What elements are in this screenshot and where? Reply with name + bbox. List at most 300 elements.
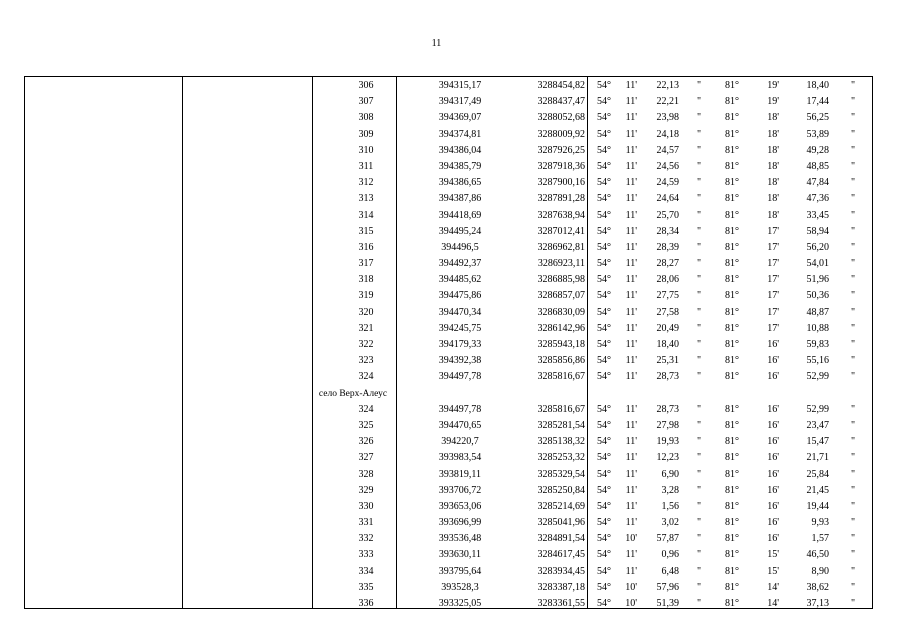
- cell-lon-s: 53,89: [806, 128, 829, 140]
- cell-lat-q: ": [697, 355, 702, 367]
- section-label: село Верх-Алеус: [318, 388, 388, 399]
- cell-lon-s: 21,71: [806, 452, 829, 464]
- cell-lon-q: ": [851, 371, 856, 383]
- table-row: [25, 515, 872, 531]
- cell-y: 3288437,47: [537, 96, 585, 108]
- cell-lat-d: 54°: [597, 209, 611, 221]
- cell-lat-d: 54°: [597, 581, 611, 593]
- cell-lon-m: 17': [767, 274, 779, 286]
- cell-lon-q: ": [851, 160, 856, 172]
- cell-lat-m: 11': [625, 322, 637, 334]
- cell-lat-q: ": [697, 549, 702, 561]
- cell-no: 317: [358, 258, 374, 270]
- cell-lon-q: ": [851, 436, 856, 448]
- cell-lat-d: 54°: [597, 403, 611, 415]
- cell-x: 394245,75: [438, 322, 482, 334]
- cell-lon-s: 10,88: [806, 322, 829, 334]
- cell-no: 312: [358, 177, 374, 189]
- cell-lon-m: 15': [767, 549, 779, 561]
- cell-lon-s: 38,62: [806, 581, 829, 593]
- cell-lon-s: 23,47: [806, 419, 829, 431]
- cell-lat-q: ": [697, 193, 702, 205]
- cell-no: 336: [358, 598, 374, 609]
- cell-lon-q: ": [851, 96, 856, 108]
- cell-lon-d: 81°: [725, 241, 739, 253]
- cell-lat-q: ": [697, 209, 702, 221]
- cell-lat-d: 54°: [597, 468, 611, 480]
- cell-lat-q: ": [697, 500, 702, 512]
- cell-lon-d: 81°: [725, 290, 739, 302]
- cell-y: 3286885,98: [537, 274, 585, 286]
- cell-x: 394418,69: [438, 209, 482, 221]
- cell-x: 394470,34: [438, 306, 482, 318]
- cell-lon-m: 18': [767, 128, 779, 140]
- cell-lon-d: 81°: [725, 452, 739, 464]
- table-row: [25, 337, 872, 353]
- cell-lat-s: 28,39: [656, 241, 679, 253]
- table-body: [25, 78, 872, 612]
- cell-lat-d: 54°: [597, 355, 611, 367]
- cell-lat-d: 54°: [597, 533, 611, 545]
- cell-lon-s: 19,44: [806, 500, 829, 512]
- cell-lon-d: 81°: [725, 306, 739, 318]
- cell-x: 393630,11: [438, 549, 482, 561]
- cell-no: 309: [358, 128, 374, 140]
- cell-lon-m: 18': [767, 112, 779, 124]
- cell-lat-d: 54°: [597, 517, 611, 529]
- table-row: [25, 110, 872, 126]
- cell-lon-m: 18': [767, 177, 779, 189]
- cell-lon-q: ": [851, 193, 856, 205]
- table-row: [25, 580, 872, 596]
- cell-lat-q: ": [697, 371, 702, 383]
- cell-lat-m: 10': [625, 598, 637, 609]
- cell-y: 3287638,94: [537, 209, 585, 221]
- cell-lon-m: 15': [767, 565, 779, 577]
- cell-lon-m: 17': [767, 258, 779, 270]
- cell-no: 330: [358, 500, 374, 512]
- cell-lat-m: 11': [625, 565, 637, 577]
- cell-x: 394470,65: [438, 419, 482, 431]
- cell-lat-q: ": [697, 112, 702, 124]
- cell-lat-q: ": [697, 160, 702, 172]
- cell-y: 3285138,32: [537, 436, 585, 448]
- cell-lat-q: ": [697, 96, 702, 108]
- cell-y: 3285253,32: [537, 452, 585, 464]
- cell-lat-d: 54°: [597, 177, 611, 189]
- cell-lat-m: 11': [625, 517, 637, 529]
- cell-lat-q: ": [697, 128, 702, 140]
- cell-x: 394496,5: [441, 241, 479, 253]
- cell-no: 325: [358, 419, 374, 431]
- cell-lon-s: 9,93: [811, 517, 829, 529]
- cell-lon-d: 81°: [725, 177, 739, 189]
- cell-no: 307: [358, 96, 374, 108]
- cell-lon-s: 51,96: [806, 274, 829, 286]
- cell-no: 324: [358, 371, 374, 383]
- cell-lon-s: 52,99: [806, 371, 829, 383]
- cell-lon-d: 81°: [725, 598, 739, 609]
- cell-lat-q: ": [697, 581, 702, 593]
- cell-lon-d: 81°: [725, 581, 739, 593]
- cell-lon-q: ": [851, 144, 856, 156]
- cell-lat-s: 18,40: [656, 339, 679, 350]
- cell-lat-d: 54°: [597, 371, 611, 383]
- cell-no: 314: [358, 209, 374, 221]
- cell-lon-m: 17': [767, 306, 779, 318]
- cell-no: 326: [358, 436, 374, 448]
- cell-lat-s: 12,23: [656, 452, 679, 464]
- cell-x: 394485,62: [438, 274, 482, 286]
- cell-lon-q: ": [851, 419, 856, 431]
- cell-y: 3287900,16: [537, 177, 585, 189]
- cell-y: 3285816,67: [537, 371, 585, 383]
- cell-x: 393983,54: [438, 452, 482, 464]
- cell-y: 3285329,54: [537, 468, 585, 480]
- cell-lon-d: 81°: [725, 96, 739, 108]
- cell-lat-d: 54°: [597, 598, 611, 609]
- cell-lat-m: 11': [625, 468, 637, 480]
- cell-lat-m: 11': [625, 112, 637, 124]
- table-row: [25, 305, 872, 321]
- cell-no: 333: [358, 549, 374, 561]
- cell-lat-s: 57,87: [656, 533, 679, 545]
- cell-lat-m: 11': [625, 484, 637, 496]
- cell-lat-s: 6,48: [661, 565, 679, 577]
- table-row: [25, 547, 872, 563]
- cell-lon-s: 33,45: [806, 209, 829, 221]
- cell-lat-d: 54°: [597, 306, 611, 318]
- cell-lon-s: 18,40: [806, 80, 829, 91]
- cell-x: 394386,04: [438, 144, 482, 156]
- cell-lat-d: 54°: [597, 241, 611, 253]
- cell-lon-m: 17': [767, 225, 779, 237]
- cell-lat-q: ": [697, 565, 702, 577]
- cell-lon-q: ": [851, 274, 856, 286]
- cell-lat-m: 11': [625, 241, 637, 253]
- table-row: [25, 78, 872, 94]
- cell-lat-s: 24,57: [656, 144, 679, 156]
- table-row: [25, 369, 872, 385]
- cell-lon-s: 54,01: [806, 258, 829, 270]
- cell-lon-s: 37,13: [806, 598, 829, 609]
- cell-lon-m: 16': [767, 371, 779, 383]
- cell-no: 310: [358, 144, 374, 156]
- table-row: [25, 288, 872, 304]
- cell-x: 394374,81: [438, 128, 482, 140]
- cell-lat-d: 54°: [597, 436, 611, 448]
- cell-lat-m: 10': [625, 581, 637, 593]
- cell-x: 394369,07: [438, 112, 482, 124]
- cell-lat-s: 1,56: [661, 500, 679, 512]
- cell-lon-q: ": [851, 128, 856, 140]
- cell-lat-d: 54°: [597, 112, 611, 124]
- cell-lon-d: 81°: [725, 468, 739, 480]
- table-row: [25, 240, 872, 256]
- cell-x: 393819,11: [438, 468, 482, 480]
- cell-x: 393325,05: [438, 598, 482, 609]
- cell-lon-d: 81°: [725, 339, 739, 350]
- cell-lon-s: 15,47: [806, 436, 829, 448]
- cell-lon-s: 55,16: [806, 355, 829, 367]
- cell-y: 3284891,54: [537, 533, 585, 545]
- table-row: [25, 224, 872, 240]
- cell-y: 3285856,86: [537, 355, 585, 367]
- cell-lon-m: 16': [767, 533, 779, 545]
- cell-lat-d: 54°: [597, 193, 611, 205]
- cell-lon-s: 48,87: [806, 306, 829, 318]
- cell-no: 329: [358, 484, 374, 496]
- cell-lon-q: ": [851, 80, 856, 91]
- cell-lon-d: 81°: [725, 112, 739, 124]
- table-row: [25, 483, 872, 499]
- cell-lat-q: ": [697, 533, 702, 545]
- cell-x: 394220,7: [441, 436, 479, 448]
- cell-lat-d: 54°: [597, 500, 611, 512]
- cell-lat-q: ": [697, 452, 702, 464]
- cell-lat-m: 11': [625, 549, 637, 561]
- cell-no: 323: [358, 355, 374, 367]
- cell-lat-s: 20,49: [656, 322, 679, 334]
- cell-lon-s: 47,84: [806, 177, 829, 189]
- cell-lat-s: 27,98: [656, 419, 679, 431]
- cell-x: 394386,65: [438, 177, 482, 189]
- cell-lat-m: 11': [625, 355, 637, 367]
- cell-lon-d: 81°: [725, 322, 739, 334]
- cell-x: 394179,33: [438, 339, 482, 350]
- cell-no: 313: [358, 193, 374, 205]
- cell-lon-d: 81°: [725, 436, 739, 448]
- cell-lat-d: 54°: [597, 339, 611, 350]
- cell-lat-m: 11': [625, 339, 637, 350]
- cell-x: 394495,24: [438, 225, 482, 237]
- section-row: [25, 386, 872, 402]
- cell-y: 3283387,18: [537, 581, 585, 593]
- table-row: [25, 499, 872, 515]
- cell-lat-q: ": [697, 177, 702, 189]
- cell-lat-m: 11': [625, 144, 637, 156]
- cell-lon-s: 50,36: [806, 290, 829, 302]
- table-row: [25, 143, 872, 159]
- cell-no: 335: [358, 581, 374, 593]
- cell-y: 3288454,82: [537, 80, 585, 91]
- cell-lat-q: ": [697, 241, 702, 253]
- cell-lat-m: 11': [625, 160, 637, 172]
- cell-no: 332: [358, 533, 374, 545]
- cell-lat-q: ": [697, 339, 702, 350]
- cell-x: 394317,49: [438, 96, 482, 108]
- cell-lat-s: 25,31: [656, 355, 679, 367]
- cell-lon-m: 18': [767, 160, 779, 172]
- cell-lat-q: ": [697, 274, 702, 286]
- cell-lat-s: 3,02: [661, 517, 679, 529]
- cell-lon-q: ": [851, 322, 856, 334]
- cell-lon-q: ": [851, 339, 856, 350]
- cell-lon-d: 81°: [725, 258, 739, 270]
- cell-no: 319: [358, 290, 374, 302]
- cell-y: 3285816,67: [537, 403, 585, 415]
- cell-lon-s: 48,85: [806, 160, 829, 172]
- cell-lon-q: ": [851, 452, 856, 464]
- cell-lat-s: 24,56: [656, 160, 679, 172]
- cell-lat-s: 27,58: [656, 306, 679, 318]
- cell-x: 393706,72: [438, 484, 482, 496]
- cell-lon-d: 81°: [725, 533, 739, 545]
- cell-lon-m: 16': [767, 419, 779, 431]
- cell-lon-q: ": [851, 177, 856, 189]
- cell-y: 3286142,96: [537, 322, 585, 334]
- cell-lon-m: 18': [767, 144, 779, 156]
- cell-no: 321: [358, 322, 374, 334]
- cell-lat-s: 19,93: [656, 436, 679, 448]
- cell-lat-q: ": [697, 306, 702, 318]
- cell-y: 3286923,11: [537, 258, 585, 270]
- cell-lon-m: 16': [767, 403, 779, 415]
- cell-lat-d: 54°: [597, 160, 611, 172]
- cell-lon-q: ": [851, 468, 856, 480]
- cell-lat-s: 27,75: [656, 290, 679, 302]
- cell-lon-m: 14': [767, 598, 779, 609]
- cell-x: 393536,48: [438, 533, 482, 545]
- cell-lat-s: 28,34: [656, 225, 679, 237]
- cell-y: 3287012,41: [537, 225, 585, 237]
- cell-lat-d: 54°: [597, 322, 611, 334]
- cell-y: 3288052,68: [537, 112, 585, 124]
- table-row: [25, 467, 872, 483]
- cell-lat-q: ": [697, 144, 702, 156]
- cell-lat-d: 54°: [597, 144, 611, 156]
- cell-lon-d: 81°: [725, 371, 739, 383]
- cell-lat-m: 11': [625, 436, 637, 448]
- cell-lon-q: ": [851, 290, 856, 302]
- cell-y: 3286857,07: [537, 290, 585, 302]
- cell-lon-m: 16': [767, 452, 779, 464]
- table-row: [25, 159, 872, 175]
- cell-lon-m: 19': [767, 80, 779, 91]
- cell-lat-q: ": [697, 484, 702, 496]
- cell-lon-q: ": [851, 565, 856, 577]
- cell-lat-m: 11': [625, 258, 637, 270]
- cell-lon-m: 16': [767, 339, 779, 350]
- cell-y: 3285281,54: [537, 419, 585, 431]
- cell-no: 327: [358, 452, 374, 464]
- cell-lat-q: ": [697, 468, 702, 480]
- cell-lon-s: 47,36: [806, 193, 829, 205]
- cell-lat-s: 25,70: [656, 209, 679, 221]
- cell-y: 3285214,69: [537, 500, 585, 512]
- cell-lon-q: ": [851, 241, 856, 253]
- cell-lat-s: 24,64: [656, 193, 679, 205]
- cell-lat-m: 11': [625, 209, 637, 221]
- cell-lat-q: ": [697, 598, 702, 609]
- cell-lat-s: 57,96: [656, 581, 679, 593]
- cell-lat-m: 11': [625, 290, 637, 302]
- cell-lat-q: ": [697, 403, 702, 415]
- cell-no: 320: [358, 306, 374, 318]
- cell-no: 315: [358, 225, 374, 237]
- cell-lat-m: 11': [625, 193, 637, 205]
- cell-lon-q: ": [851, 225, 856, 237]
- cell-lon-q: ": [851, 549, 856, 561]
- cell-lon-d: 81°: [725, 403, 739, 415]
- cell-lon-s: 17,44: [806, 96, 829, 108]
- cell-lat-m: 11': [625, 403, 637, 415]
- cell-lon-m: 18': [767, 209, 779, 221]
- cell-lon-s: 46,50: [806, 549, 829, 561]
- cell-lat-s: 51,39: [656, 598, 679, 609]
- cell-lat-s: 3,28: [661, 484, 679, 496]
- cell-lat-s: 6,90: [661, 468, 679, 480]
- table-row: [25, 531, 872, 547]
- cell-lon-s: 59,83: [806, 339, 829, 350]
- cell-y: 3285041,96: [537, 517, 585, 529]
- cell-y: 3286830,09: [537, 306, 585, 318]
- cell-no: 316: [358, 241, 374, 253]
- cell-lon-d: 81°: [725, 549, 739, 561]
- cell-lat-q: ": [697, 517, 702, 529]
- cell-lon-m: 16': [767, 468, 779, 480]
- cell-lat-s: 22,21: [656, 96, 679, 108]
- cell-lon-d: 81°: [725, 193, 739, 205]
- cell-lon-q: ": [851, 306, 856, 318]
- cell-lon-m: 16': [767, 517, 779, 529]
- table-row: [25, 175, 872, 191]
- cell-no: 324: [358, 403, 374, 415]
- table-row: [25, 208, 872, 224]
- table-row: [25, 127, 872, 143]
- cell-x: 394492,37: [438, 258, 482, 270]
- cell-lon-d: 81°: [725, 274, 739, 286]
- cell-lat-s: 23,98: [656, 112, 679, 124]
- cell-lat-m: 11': [625, 419, 637, 431]
- table-row: [25, 94, 872, 110]
- cell-y: 3287918,36: [537, 160, 585, 172]
- cell-lat-d: 54°: [597, 290, 611, 302]
- cell-lon-d: 81°: [725, 484, 739, 496]
- cell-y: 3285250,84: [537, 484, 585, 496]
- cell-lat-m: 11': [625, 80, 637, 91]
- cell-x: 393653,06: [438, 500, 482, 512]
- cell-y: 3285943,18: [537, 339, 585, 350]
- cell-lon-q: ": [851, 581, 856, 593]
- cell-lat-s: 28,73: [656, 371, 679, 383]
- cell-lon-s: 56,25: [806, 112, 829, 124]
- cell-lon-m: 16': [767, 500, 779, 512]
- cell-lat-s: 24,59: [656, 177, 679, 189]
- cell-lat-q: ": [697, 80, 702, 91]
- cell-lon-m: 17': [767, 241, 779, 253]
- cell-y: 3284617,45: [537, 549, 585, 561]
- cell-lat-d: 54°: [597, 549, 611, 561]
- table-row: [25, 450, 872, 466]
- cell-no: 334: [358, 565, 374, 577]
- cell-lat-m: 11': [625, 371, 637, 383]
- cell-lon-q: ": [851, 533, 856, 545]
- cell-lon-s: 49,28: [806, 144, 829, 156]
- cell-lon-m: 17': [767, 322, 779, 334]
- table-row: [25, 596, 872, 612]
- cell-lat-s: 28,73: [656, 403, 679, 415]
- cell-lat-d: 54°: [597, 225, 611, 237]
- cell-lat-m: 11': [625, 306, 637, 318]
- table-row: [25, 256, 872, 272]
- cell-lon-m: 19': [767, 96, 779, 108]
- cell-lat-m: 11': [625, 96, 637, 108]
- cell-lat-d: 54°: [597, 96, 611, 108]
- cell-lon-d: 81°: [725, 225, 739, 237]
- cell-y: 3283934,45: [537, 565, 585, 577]
- coordinates-table: [24, 76, 873, 609]
